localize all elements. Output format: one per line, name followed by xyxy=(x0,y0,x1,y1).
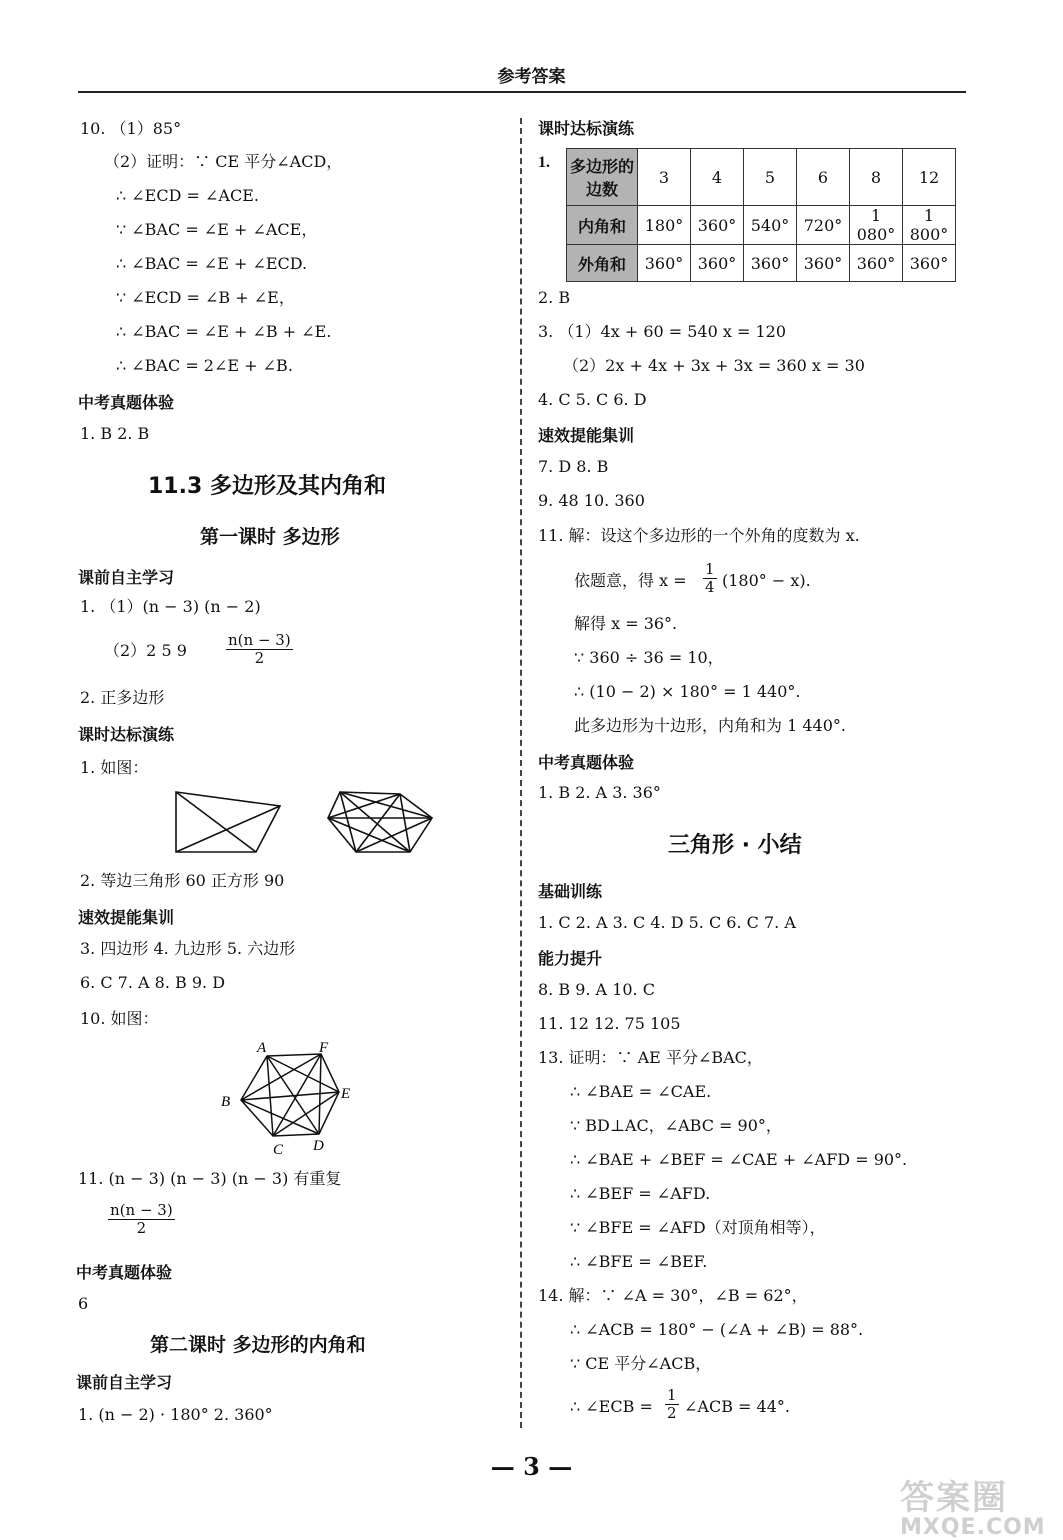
q10-proof-line: ∵ ∠ECD = ∠B + ∠E， xyxy=(116,288,295,307)
q10-proof-line: ∴ ∠ECD = ∠ACE. xyxy=(116,186,259,205)
answer-line: 9. 48 10. 360 xyxy=(538,491,645,510)
section-heading: 课前自主学习 xyxy=(78,568,175,587)
answer-line: 1. （1）(n − 3) (n − 2) xyxy=(80,597,261,616)
table-cell: 360° xyxy=(903,245,956,282)
answer-line: 14. 解：∵ ∠A = 30°，∠B = 62°， xyxy=(538,1286,808,1305)
table-cell: 360° xyxy=(797,245,850,282)
table-cell: 360° xyxy=(691,206,744,245)
vertex-label: F xyxy=(319,1040,329,1056)
watermark-logo: 答案圈 xyxy=(900,1478,1008,1518)
section-heading: 速效提能集训 xyxy=(78,908,175,927)
proof-line: ∴ ∠BAE + ∠BEF = ∠CAE + ∠AFD = 90°. xyxy=(570,1150,908,1169)
answer-line: 解得 x = 36°. xyxy=(574,614,678,633)
section-heading: 课时达标演练 xyxy=(538,119,635,138)
hexagon-diagram xyxy=(328,792,432,852)
lesson-title: 第一课时 多边形 xyxy=(200,526,340,548)
fraction-denominator: 2 xyxy=(254,649,265,667)
q10-part1: 10. （1）85° xyxy=(80,119,182,138)
answer-line: 3. 四边形 4. 九边形 5. 六边形 xyxy=(80,939,296,958)
answer-line: 6 xyxy=(78,1294,89,1313)
answer-line: 10. 如图： xyxy=(80,1009,159,1028)
answer-line: （2）2 5 9 xyxy=(104,641,187,660)
fraction xyxy=(108,1202,175,1237)
q10-part2-line: （2）证明：∵ CE 平分∠ACD， xyxy=(104,152,343,171)
table-row xyxy=(567,206,956,245)
proof-line: ∵ ∠BFE = ∠AFD（对顶角相等）， xyxy=(570,1218,826,1237)
table-cell: 720° xyxy=(797,206,850,245)
fraction xyxy=(703,561,717,596)
fraction-denominator: 2 xyxy=(667,1404,677,1422)
proof-line: ∴ ∠BAE = ∠CAE. xyxy=(570,1082,712,1101)
answer-line: 6. C 7. A 8. B 9. D xyxy=(80,973,226,992)
fraction-denominator: 4 xyxy=(705,578,715,596)
table-cell: 3 xyxy=(638,149,691,206)
answer-line: (180° − x). xyxy=(722,571,811,590)
header-rule xyxy=(78,91,966,93)
answer-line: ∴ (10 − 2) × 180° = 1 440°. xyxy=(574,682,801,701)
section-heading: 基础训练 xyxy=(538,882,603,901)
row-header: 内角和 xyxy=(567,206,638,245)
answer-line: 4. C 5. C 6. D xyxy=(538,390,647,409)
question-number: 1. xyxy=(538,154,550,171)
fraction-numerator: n(n − 3) xyxy=(110,1201,173,1219)
lesson-title: 第二课时 多边形的内角和 xyxy=(150,1334,366,1356)
answer-line: 此多边形为十边形，内角和为 1 440°. xyxy=(574,716,846,735)
watermark-url: MXQE.COM xyxy=(900,1515,1046,1540)
quadrilateral-diagrams xyxy=(170,788,440,858)
answer-line: 7. D 8. B xyxy=(538,457,609,476)
answer-line: 1. B 2. A 3. 36° xyxy=(538,783,661,802)
table-cell: 180° xyxy=(638,206,691,245)
table-cell: 360° xyxy=(744,245,797,282)
row-header: 多边形的边数 xyxy=(567,149,638,206)
answer-line: 11. 解：设这个多边形的一个外角的度数为 x. xyxy=(538,526,860,545)
vertex-label: B xyxy=(221,1094,231,1110)
section-title: 三角形 · 小结 xyxy=(668,833,802,858)
section-title: 11.3 多边形及其内角和 xyxy=(148,474,386,499)
table-cell: 1 080° xyxy=(850,206,903,245)
answer-line: 11. (n − 3) (n − 3) (n − 3) 有重复 xyxy=(78,1169,342,1188)
section-heading: 能力提升 xyxy=(538,949,603,968)
fraction-numerator: n(n − 3) xyxy=(228,631,291,649)
table-row xyxy=(567,149,956,206)
fraction-numerator: 1 xyxy=(705,560,715,578)
table-cell: 4 xyxy=(691,149,744,206)
table-row xyxy=(567,245,956,282)
proof-line: ∴ ∠ACB = 180° − (∠A + ∠B) = 88°. xyxy=(570,1320,864,1339)
watermark xyxy=(900,1470,1046,1540)
proof-line: ∵ CE 平分∠ACB， xyxy=(570,1354,712,1373)
section-heading: 中考真题体验 xyxy=(78,393,175,412)
vertex-label: D xyxy=(313,1138,324,1154)
table-cell: 360° xyxy=(691,245,744,282)
polygon-angle-table xyxy=(566,148,956,282)
fraction xyxy=(226,632,293,667)
table-cell: 5 xyxy=(744,149,797,206)
answer-line: 3. （1）4x + 60 = 540 x = 120 xyxy=(538,322,787,341)
fraction xyxy=(665,1387,679,1422)
hexagon-labeled-diagram xyxy=(215,1038,360,1158)
table-cell: 12 xyxy=(903,149,956,206)
answer-line: 2. 正多边形 xyxy=(80,688,165,707)
table-cell: 540° xyxy=(744,206,797,245)
vertex-label: C xyxy=(273,1142,284,1158)
answer-line: 11. 12 12. 75 105 xyxy=(538,1014,681,1033)
section-heading: 中考真题体验 xyxy=(76,1263,173,1282)
fraction-numerator: 1 xyxy=(667,1386,677,1404)
vertex-label: A xyxy=(257,1040,267,1056)
answer-line: 8. B 9. A 10. C xyxy=(538,980,655,999)
table-cell: 1 800° xyxy=(903,206,956,245)
q10-proof-line: ∵ ∠BAC = ∠E + ∠ACE， xyxy=(116,220,318,239)
quadrilateral-diagram xyxy=(176,792,280,852)
answer-line: 13. 证明：∵ AE 平分∠BAC， xyxy=(538,1048,763,1067)
answer-line: 2. 等边三角形 60 正方形 90 xyxy=(80,871,285,890)
table-cell: 360° xyxy=(638,245,691,282)
section-heading: 速效提能集训 xyxy=(538,426,635,445)
section-heading: 课时达标演练 xyxy=(78,725,175,744)
vertex-label: E xyxy=(341,1086,351,1102)
table-cell: 6 xyxy=(797,149,850,206)
proof-line: ∠ACB = 44°. xyxy=(684,1397,790,1416)
q10-proof-line: ∴ ∠BAC = ∠E + ∠B + ∠E. xyxy=(116,322,332,341)
section-heading: 中考真题体验 xyxy=(538,753,635,772)
q10-proof-line: ∴ ∠BAC = ∠E + ∠ECD. xyxy=(116,254,308,273)
section-heading: 课前自主学习 xyxy=(76,1373,173,1392)
answer-line: 2. B xyxy=(538,288,571,307)
answer-line: ∵ 360 ÷ 36 = 10， xyxy=(574,648,724,667)
answer-line: 1. 如图： xyxy=(80,758,149,777)
answer-line: 1. B 2. B xyxy=(80,424,150,443)
column-divider xyxy=(520,118,522,1428)
page-number: — 3 — xyxy=(490,1452,573,1481)
page-header-title: 参考答案 xyxy=(497,67,566,87)
answer-line: 依题意，得 x = xyxy=(574,571,687,590)
proof-line: ∴ ∠BFE = ∠BEF. xyxy=(570,1252,708,1271)
q10-proof-line: ∴ ∠BAC = 2∠E + ∠B. xyxy=(116,356,293,375)
proof-line: ∴ ∠BEF = ∠AFD. xyxy=(570,1184,711,1203)
proof-line: ∴ ∠ECB = xyxy=(570,1397,653,1416)
answer-line: 1. C 2. A 3. C 4. D 5. C 6. C 7. A xyxy=(538,913,796,932)
fraction-denominator: 2 xyxy=(136,1219,147,1237)
answer-line: 1. (n − 2) · 180° 2. 360° xyxy=(78,1405,273,1424)
row-header: 外角和 xyxy=(567,245,638,282)
table-cell: 360° xyxy=(850,245,903,282)
answer-line: （2）2x + 4x + 3x + 3x = 360 x = 30 xyxy=(563,356,865,375)
proof-line: ∵ BD⊥AC，∠ABC = 90°， xyxy=(570,1116,782,1135)
table-cell: 8 xyxy=(850,149,903,206)
